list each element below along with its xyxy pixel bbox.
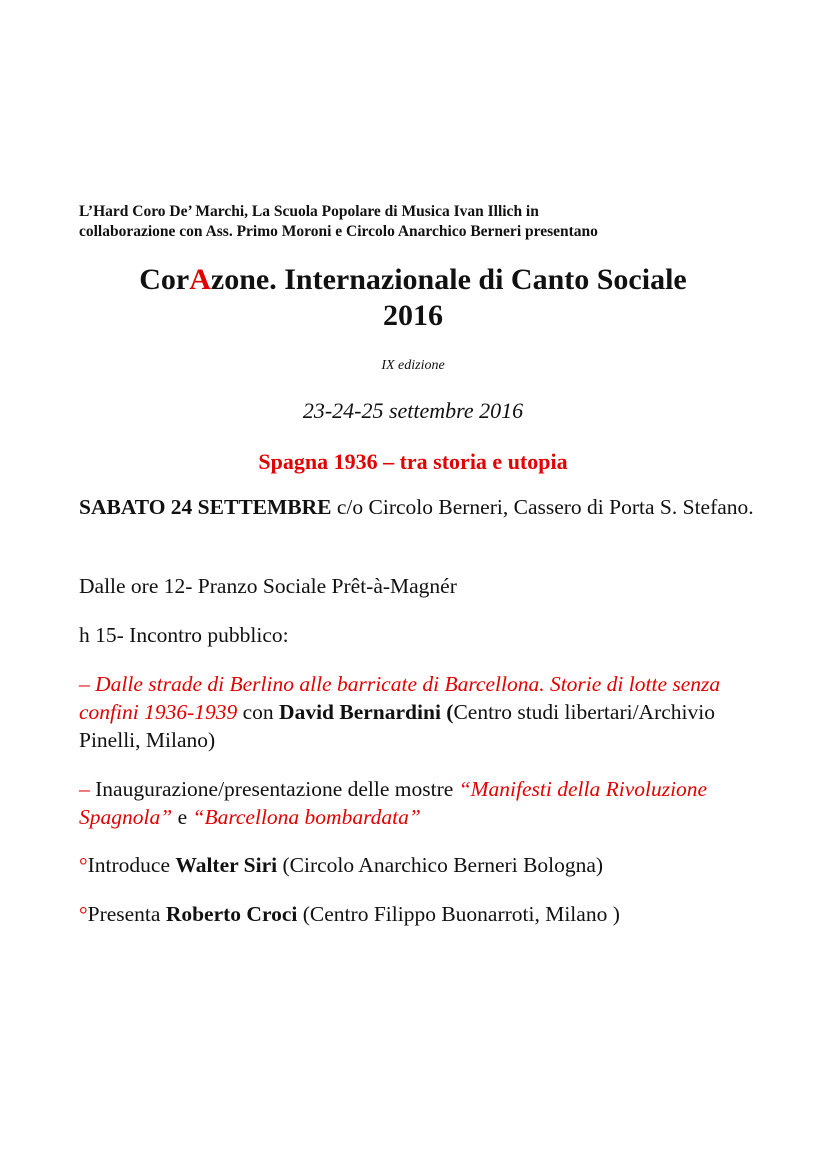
talk-dash: – [79, 672, 96, 696]
organizers-intro [79, 202, 779, 242]
degree-bullet-icon: ° [79, 853, 88, 877]
present-org: (Centro Filippo Buonarroti, Milano ) [297, 902, 620, 926]
talk-con: con [237, 700, 280, 724]
talk-title: Dalle strade di Berlino alle barricate di Barcellona. Storie di lotte senza confini 1936-1939 [79, 672, 721, 724]
title-prefix: Cor [139, 263, 190, 296]
exhibition-show-2: “Barcellona bombardata” [192, 805, 421, 829]
intro-line-2: collaborazione con Ass. Primo Moroni e Circolo Anarchico Berneri presentano [79, 223, 598, 240]
title-highlight-letter: A [189, 263, 211, 296]
present-verb: Presenta [87, 902, 166, 926]
degree-bullet-icon: ° [79, 902, 88, 926]
event-title [40, 262, 786, 334]
introduce-org: (Circolo Anarchico Berneri Bologna) [277, 853, 604, 877]
edition-label: IX edizione [381, 358, 445, 373]
talk-affiliation: Centro studi libertari/Archivio Pinelli, Milano) [79, 700, 715, 752]
lunch-paragraph: Dalle ore 12- Pranzo Sociale Prêt-à-Magnér [79, 574, 457, 598]
meeting-paragraph: h 15- Incontro pubblico: [79, 623, 289, 647]
talk-paragraph [79, 670, 769, 754]
introduce-name: Walter Siri [175, 853, 278, 877]
present-name: Roberto Croci [165, 902, 298, 926]
exhibition-text: Inaugurazione/presentazione delle mostre [95, 777, 459, 801]
introduce-paragraph [79, 851, 769, 879]
day-location: c/o Circolo Berneri, Cassero di Porta S. Stefano. [331, 495, 754, 519]
event-dates: 23-24-25 settembre 2016 [302, 398, 524, 423]
introduce-verb: Introduce [87, 853, 176, 877]
title-year: 2016 [383, 299, 443, 332]
intro-line-1: L’Hard Coro De’ Marchi, La Scuola Popolare di Musica Ivan Illich in [79, 203, 539, 220]
exhibition-and: e [172, 805, 193, 829]
day-paragraph [79, 493, 769, 521]
event-theme: Spagna 1936 – tra storia e utopia [258, 449, 568, 474]
present-paragraph [79, 900, 769, 928]
title-rest: zone. Internazionale di Canto Sociale [210, 263, 687, 296]
talk-speaker: David Bernardini ( [279, 700, 454, 724]
exhibition-dash: – [79, 777, 96, 801]
exhibition-show-1: “Manifesti della Rivoluzione Spagnola” [79, 777, 708, 829]
exhibition-paragraph [79, 775, 769, 831]
day-label: SABATO 24 SETTEMBRE [79, 495, 332, 519]
